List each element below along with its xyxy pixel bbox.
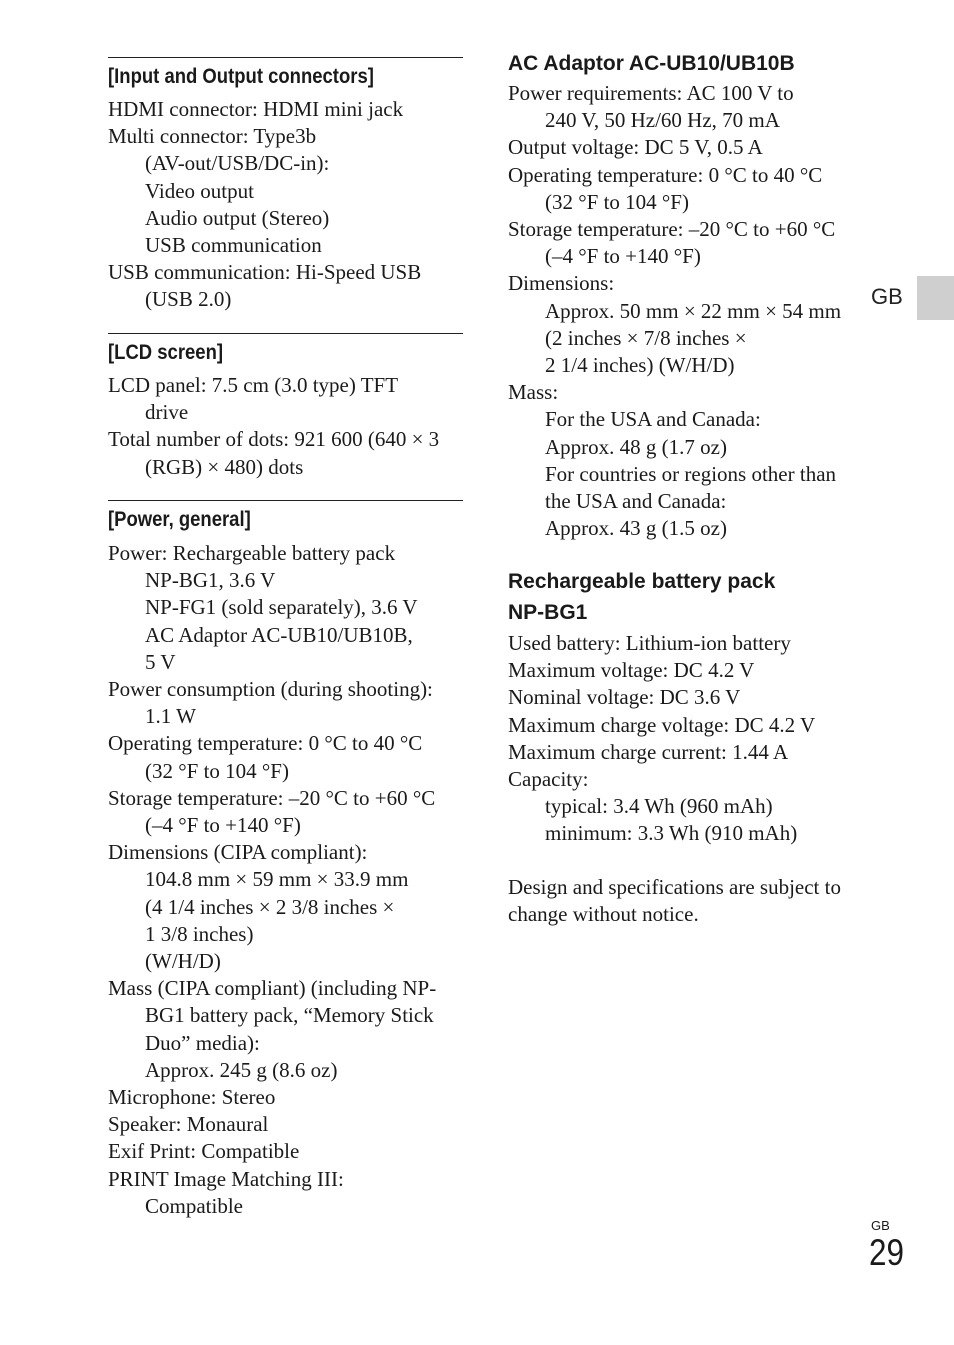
spec-line: 1 3/8 inches) [145, 921, 254, 946]
spec-line: (4 1/4 inches × 2 3/8 inches × [145, 894, 395, 919]
spec-line: 104.8 mm × 59 mm × 33.9 mm [145, 867, 409, 892]
spec-line: Exif Print: Compatible [108, 1139, 300, 1164]
spec-line: Microphone: Stereo [108, 1085, 276, 1109]
spec-line: PRINT Image Matching III: [108, 1166, 344, 1191]
spec-line: Capacity: [508, 767, 589, 791]
spec-line: (–4 °F to +140 °F) [545, 244, 701, 269]
spec-line: (2 inches × 7/8 inches × [545, 325, 747, 350]
spec-line: Approx. 43 g (1.5 oz) [545, 516, 727, 541]
spec-line: AC Adaptor AC-UB10/UB10B, [145, 622, 413, 647]
spec-line: Nominal voltage: DC 3.6 V [508, 685, 741, 710]
spec-line: typical: 3.4 Wh (960 mAh) [545, 794, 773, 819]
spec-line: minimum: 3.3 Wh (910 mAh) [545, 821, 798, 846]
spec-line: Speaker: Monaural [108, 1112, 269, 1137]
spec-line: Operating temperature: 0 °C to 40 °C [508, 162, 823, 187]
spec-line: Approx. 245 g (8.6 oz) [145, 1057, 338, 1082]
spec-line: drive [145, 400, 189, 425]
section-heading: [Input and Output connectors] [108, 65, 374, 88]
section-heading: [Power, general] [108, 508, 251, 531]
spec-line: Power consumption (during shooting): [108, 677, 433, 701]
spec-line: (–4 °F to +140 °F) [145, 813, 301, 837]
spec-line: Multi connector: Type3b [108, 124, 317, 149]
spec-line: Storage temperature: –20 °C to +60 °C [108, 785, 436, 810]
section-heading: [LCD screen] [108, 341, 224, 364]
spec-line: the USA and Canada: [545, 489, 727, 513]
spec-line: 2 1/4 inches) (W/H/D) [545, 353, 735, 377]
spec-line: Approx. 50 mm × 22 mm × 54 mm [545, 298, 842, 323]
spec-line: Maximum charge voltage: DC 4.2 V [508, 712, 816, 737]
section-heading: AC Adaptor AC-UB10/UB10B [508, 52, 795, 75]
spec-line: Power: Rechargeable battery pack [108, 541, 396, 565]
section-rule [108, 500, 463, 501]
spec-line: (32 °F to 104 °F) [545, 189, 689, 214]
spec-line: 240 V, 50 Hz/60 Hz, 70 mA [545, 108, 780, 133]
spec-line: NP-BG1, 3.6 V [145, 568, 276, 593]
spec-line: Output voltage: DC 5 V, 0.5 A [508, 135, 763, 160]
spec-line: Operating temperature: 0 °C to 40 °C [108, 731, 423, 756]
spec-line: Used battery: Lithium-ion battery [508, 631, 791, 655]
spec-line: Mass: [508, 380, 559, 405]
spec-line: LCD panel: 7.5 cm (3.0 type) TFT [108, 373, 399, 397]
spec-line: 5 V [145, 649, 176, 674]
spec-line: USB communication: Hi-Speed USB [108, 260, 422, 285]
section-heading: Rechargeable battery pack [508, 570, 776, 593]
spec-line: Total number of dots: 921 600 (640 × 3 [108, 427, 440, 452]
language-tab-label: GB [871, 284, 903, 309]
notice-line: change without notice. [508, 902, 699, 927]
spec-line: (AV-out/USB/DC-in): [145, 151, 330, 176]
spec-line: Video output [145, 178, 254, 203]
page-language-code: GB [871, 1218, 890, 1233]
spec-line: Approx. 48 g (1.7 oz) [545, 434, 727, 459]
spec-line: USB communication [145, 233, 322, 257]
section-rule [108, 333, 463, 334]
spec-line: Dimensions (CIPA compliant): [108, 840, 368, 865]
notice-line: Design and specifications are subject to [508, 875, 841, 899]
spec-line: Maximum charge current: 1.44 A [508, 739, 789, 764]
spec-line: Power requirements: AC 100 V to [508, 81, 794, 105]
spec-line: (W/H/D) [145, 949, 221, 973]
spec-line: Duo” media): [145, 1030, 260, 1055]
spec-line: 1.1 W [145, 704, 196, 729]
spec-line: Maximum voltage: DC 4.2 V [508, 658, 755, 683]
page-number: 29 [869, 1232, 904, 1273]
spec-line: (RGB) × 480) dots [145, 454, 304, 479]
spec-line: For countries or regions other than [545, 461, 837, 486]
section-heading: NP-BG1 [508, 601, 588, 624]
spec-line: NP-FG1 (sold separately), 3.6 V [145, 595, 418, 620]
spec-line: HDMI connector: HDMI mini jack [108, 97, 404, 121]
spec-line: Audio output (Stereo) [145, 205, 330, 230]
spec-line: (USB 2.0) [145, 287, 232, 312]
spec-line: Mass (CIPA compliant) (including NP- [108, 976, 437, 1001]
spec-line: BG1 battery pack, “Memory Stick [145, 1003, 434, 1028]
spec-line: Dimensions: [508, 271, 615, 296]
section-rule [108, 57, 463, 58]
spec-line: Compatible [145, 1193, 243, 1218]
spec-line: (32 °F to 104 °F) [145, 758, 289, 783]
spec-line: For the USA and Canada: [545, 407, 761, 432]
language-tab [917, 276, 954, 320]
spec-line: Storage temperature: –20 °C to +60 °C [508, 217, 836, 241]
